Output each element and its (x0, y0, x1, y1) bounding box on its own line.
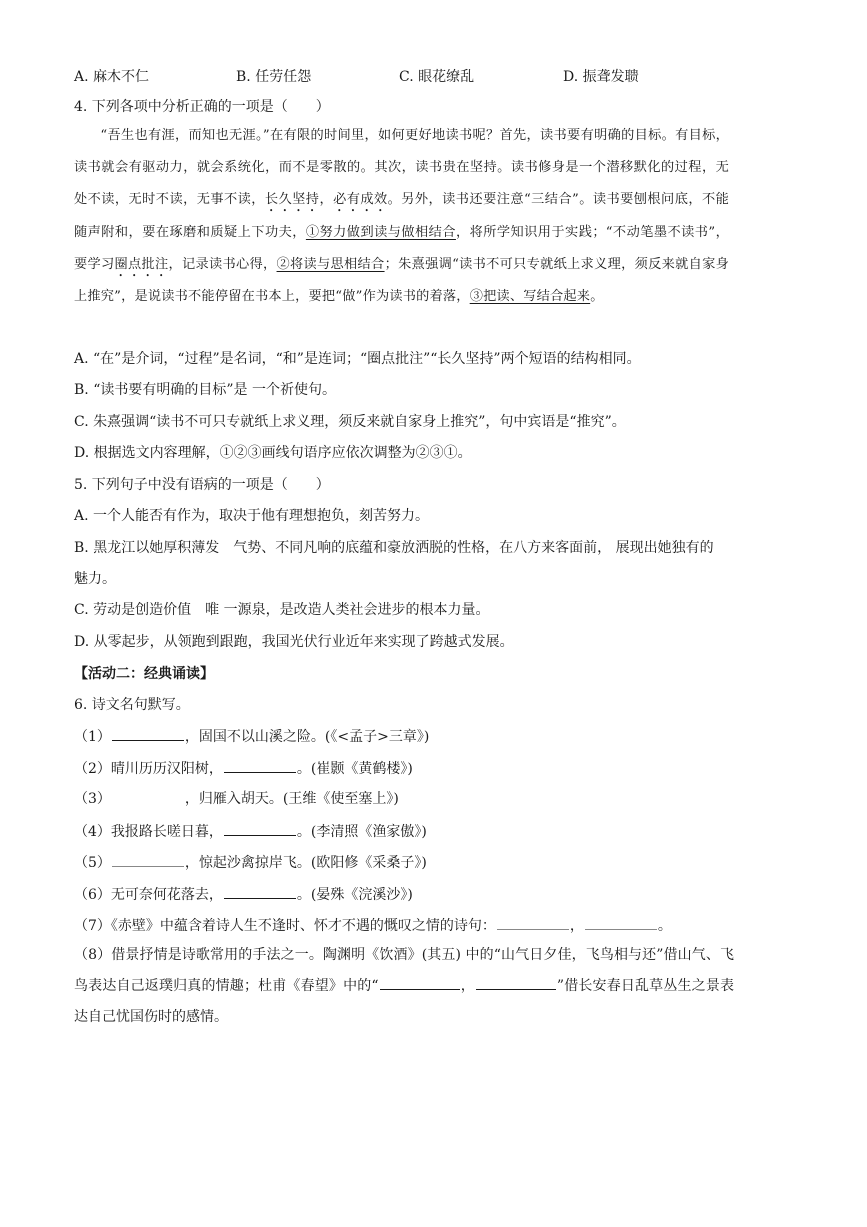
item-text: ，固国不以山溪之险。(《<孟子>三章》) (184, 729, 430, 745)
passage-underline-3: ③把读、写结合起来 (469, 289, 591, 305)
item-text: （4）我报路长嗟日暮， (74, 824, 223, 840)
item-source: 。(李清照《渔家傲》) (296, 824, 427, 840)
q6-stem: 6. 诗文名句默写。 (74, 697, 190, 713)
q5-option-c: C. 劳动是创造价值 唯 一源泉，是改造人类社会进步的根本力量。 (74, 602, 490, 618)
answer-blank[interactable] (224, 884, 296, 899)
q4-stem: 4. 下列各项中分析正确的一项是（ ） (74, 99, 330, 115)
q6-item-2 (74, 758, 413, 779)
item-text: （7）《赤壁》中蕴含着诗人生不逢时、怀才不遇的慨叹之情的诗句： (74, 918, 496, 934)
q6-item-7 (74, 915, 672, 936)
passage-text-3: 。另外，读书还要注意“三结合”。读书要刨根问底，不能随声附和，要在琢磨和质疑上下功夫， (74, 192, 729, 240)
q3-option-c: C. 眼花缭乱 (399, 69, 475, 85)
passage-text-2: ， (319, 192, 334, 208)
passage-underline-2: ②将读与思相结合 (276, 256, 385, 272)
q6-item-4 (74, 821, 427, 842)
comma: ， (569, 918, 584, 934)
answer-blank[interactable] (497, 915, 569, 930)
passage-dotted-3: 圈点批注 (114, 256, 169, 272)
item-number: （1） (74, 729, 111, 745)
q6-item-8 (74, 940, 734, 1033)
q5-option-b-line2: 魅力。 (74, 571, 116, 587)
q6-item-5 (74, 852, 427, 873)
passage-dotted-2: 必有成效 (333, 192, 388, 208)
q4-option-a: A. “在”是介词，“过程”是名词，“和”是连词；“圈点批注”“长久坚持”两个短语的结构相同。 (74, 351, 641, 367)
item-source: 。(晏殊《浣溪沙》) (296, 887, 413, 903)
passage-text-6: ；朱熹强调“读书不可只专就纸上求义理，须反来就自家身上推究”，是说读书不能停留在书本上，要把“做”作为读书的着落， (74, 256, 730, 305)
item-text: ，归雁入胡天。(王维《使至塞上》) (184, 791, 399, 807)
q6-item-3 (74, 789, 399, 809)
passage-text-1: “吾生也有涯，而知也无涯。”在有限的时间里，如何更好地读书呢？首先，读书要有明确的目标。有目标，读书就会有驱动力，就会系统化，而不是零散的。其次，读书贵在坚持。读书修身是一个潜移默化的过程，无处不读，无时不读，无事不读， (74, 128, 729, 208)
passage-text-5: ，记录读书心得， (168, 256, 277, 272)
item-text: （2）晴川历历汉阳树， (74, 761, 223, 777)
q3-option-b: B. 任劳任怨 (236, 69, 312, 85)
q4-option-c: C. 朱熹强调“读书不可只专就纸上求义理，须反来就自家身上推究”，句中宾语是“推究”。 (74, 414, 626, 430)
q5-option-d: D. 从零起步，从领跑到跟跑，我国光伏行业近年来实现了跨越式发展。 (74, 634, 514, 650)
q6-item-1 (74, 726, 429, 747)
item-text-end: ”借长安春日乱草丛生之景表达自己忧国伤时的感情。 (74, 978, 734, 1025)
comma: ， (460, 978, 475, 994)
answer-blank[interactable] (112, 726, 184, 741)
item-text: （8）借景抒情是诗歌常用的手法之一。陶渊明《饮酒》(其五) 中的“山气日夕佳，飞鸟相与还”借山气、飞鸟表达自己返璞归真的情趣；杜甫《春望》中的“ (74, 947, 734, 994)
activity-heading: 【活动二：经典诵读】 (74, 666, 214, 682)
period: 。 (657, 918, 672, 934)
item-number: （5） (74, 855, 111, 871)
q4-option-d: D. 根据选文内容理解，①②③画线句语序应依次调整为②③①。 (74, 445, 472, 461)
q6-item-6 (74, 884, 413, 905)
q4-option-b: B. “读书要有明确的目标”是 一个祈使句。 (74, 382, 336, 398)
answer-blank[interactable] (476, 975, 556, 990)
q4-passage (74, 120, 729, 313)
q5-stem: 5. 下列句子中没有语病的一项是（ ） (74, 477, 330, 493)
answer-blank[interactable] (585, 915, 657, 930)
q3-option-a: A. 麻木不仁 (74, 69, 150, 85)
answer-blank[interactable] (112, 789, 184, 803)
answer-blank[interactable] (224, 821, 296, 836)
passage-dotted-1: 长久坚持 (264, 192, 320, 208)
passage-text-7: 。 (590, 289, 604, 305)
answer-blank[interactable] (224, 758, 296, 773)
passage-text-4: ，将所学知识用于实践；“不动笔墨不读书”，要学习 (74, 224, 729, 272)
item-source: 。(崔颢《黄鹤楼》) (296, 761, 413, 777)
answer-blank[interactable] (380, 975, 460, 990)
item-text: （6）无可奈何花落去， (74, 887, 223, 903)
q5-option-b-line1: B. 黑龙江以她厚积薄发 气势、不同凡响的底蕴和豪放洒脱的性格，在八方来客面前， 展现出她独有的 (74, 540, 714, 556)
q5-option-a: A. 一个人能否有作为，取决于他有理想抱负，刻苦努力。 (74, 508, 430, 524)
answer-blank[interactable] (112, 852, 184, 867)
item-text: ，惊起沙禽掠岸飞。(欧阳修《采桑子》) (184, 855, 427, 871)
q3-option-d: D. 振聋发聩 (563, 69, 639, 85)
item-number: （3） (74, 791, 111, 807)
passage-underline-1: ①努力做到读与做相结合 (305, 224, 456, 240)
